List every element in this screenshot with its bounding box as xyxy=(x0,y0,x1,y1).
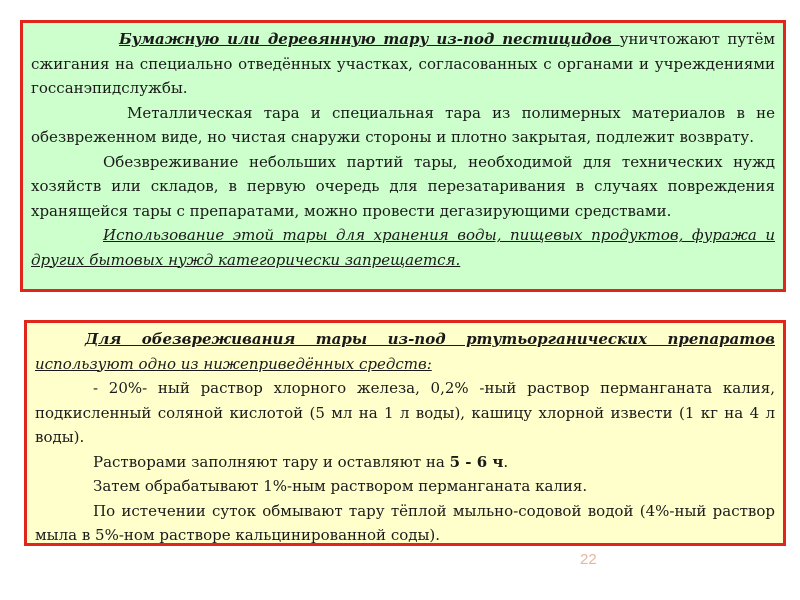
paragraph-decontamination: Обезвреживание небольших партий тары, необходимой для технических нужд хозяйств или складов, в первую очередь для перезатаривания в случаях повреждения хранящейся тары с препаратами, можно провести дегазирующими средствами. xyxy=(31,152,775,220)
text-fill: Растворами заполняют тару и оставляют на xyxy=(93,452,450,471)
emphasis-mercury: Для обезвреживания тары из-под ртутьорганических препаратов xyxy=(85,330,775,348)
emphasis-paper-wood: Бумажную или деревянную тару из-под пестицидов xyxy=(119,30,620,48)
page-number: 22 xyxy=(580,551,597,568)
mercury-decontamination-box xyxy=(24,320,786,546)
paragraph-permanganate: Затем обрабатывают 1%-ным раствором перманганата калия. xyxy=(93,477,588,495)
text-burning: уничтожают путём сжигания на специально отведённых участках, согласованных с органами и учреждениями госсанэпидслужбы. xyxy=(31,30,775,97)
paragraph-paper-wood-containers xyxy=(31,27,775,101)
paragraph-metal-containers: Металлическая тара и специальная тара из полимерных материалов в не обезвреженном виде, но чистая снаружи стороны и плотно закрытая, подлежит возврату. xyxy=(31,103,775,146)
paragraph-prohibition xyxy=(31,223,775,272)
text-means: используют одно из нижеприведённых средств: xyxy=(35,354,432,373)
text-period: . xyxy=(503,452,509,471)
pesticide-container-disposal-box xyxy=(20,20,786,292)
emphasis-prohibition: Использование этой тары для хранения воды, пищевых продуктов, фуража и других бытовых нужд категорически запрещается. xyxy=(31,226,775,269)
bold-duration: 5 - 6 ч xyxy=(449,452,504,471)
paragraph-solutions-list: - 20%- ный раствор хлорного железа, 0,2% -ный раствор перманганата калия, подкисленный соляной кислотой (5 мл на 1 л воды), кашицу хлорной извести (1 кг на 4 л воды). xyxy=(35,379,775,446)
paragraph-fill-time xyxy=(35,450,775,475)
paragraph-mercury-intro xyxy=(35,327,775,376)
paragraph-wash: По истечении суток обмывают тару тёплой мыльно-содовой водой (4%-ный раствор мыла в 5%-ном растворе кальцинированной соды). xyxy=(35,501,775,544)
